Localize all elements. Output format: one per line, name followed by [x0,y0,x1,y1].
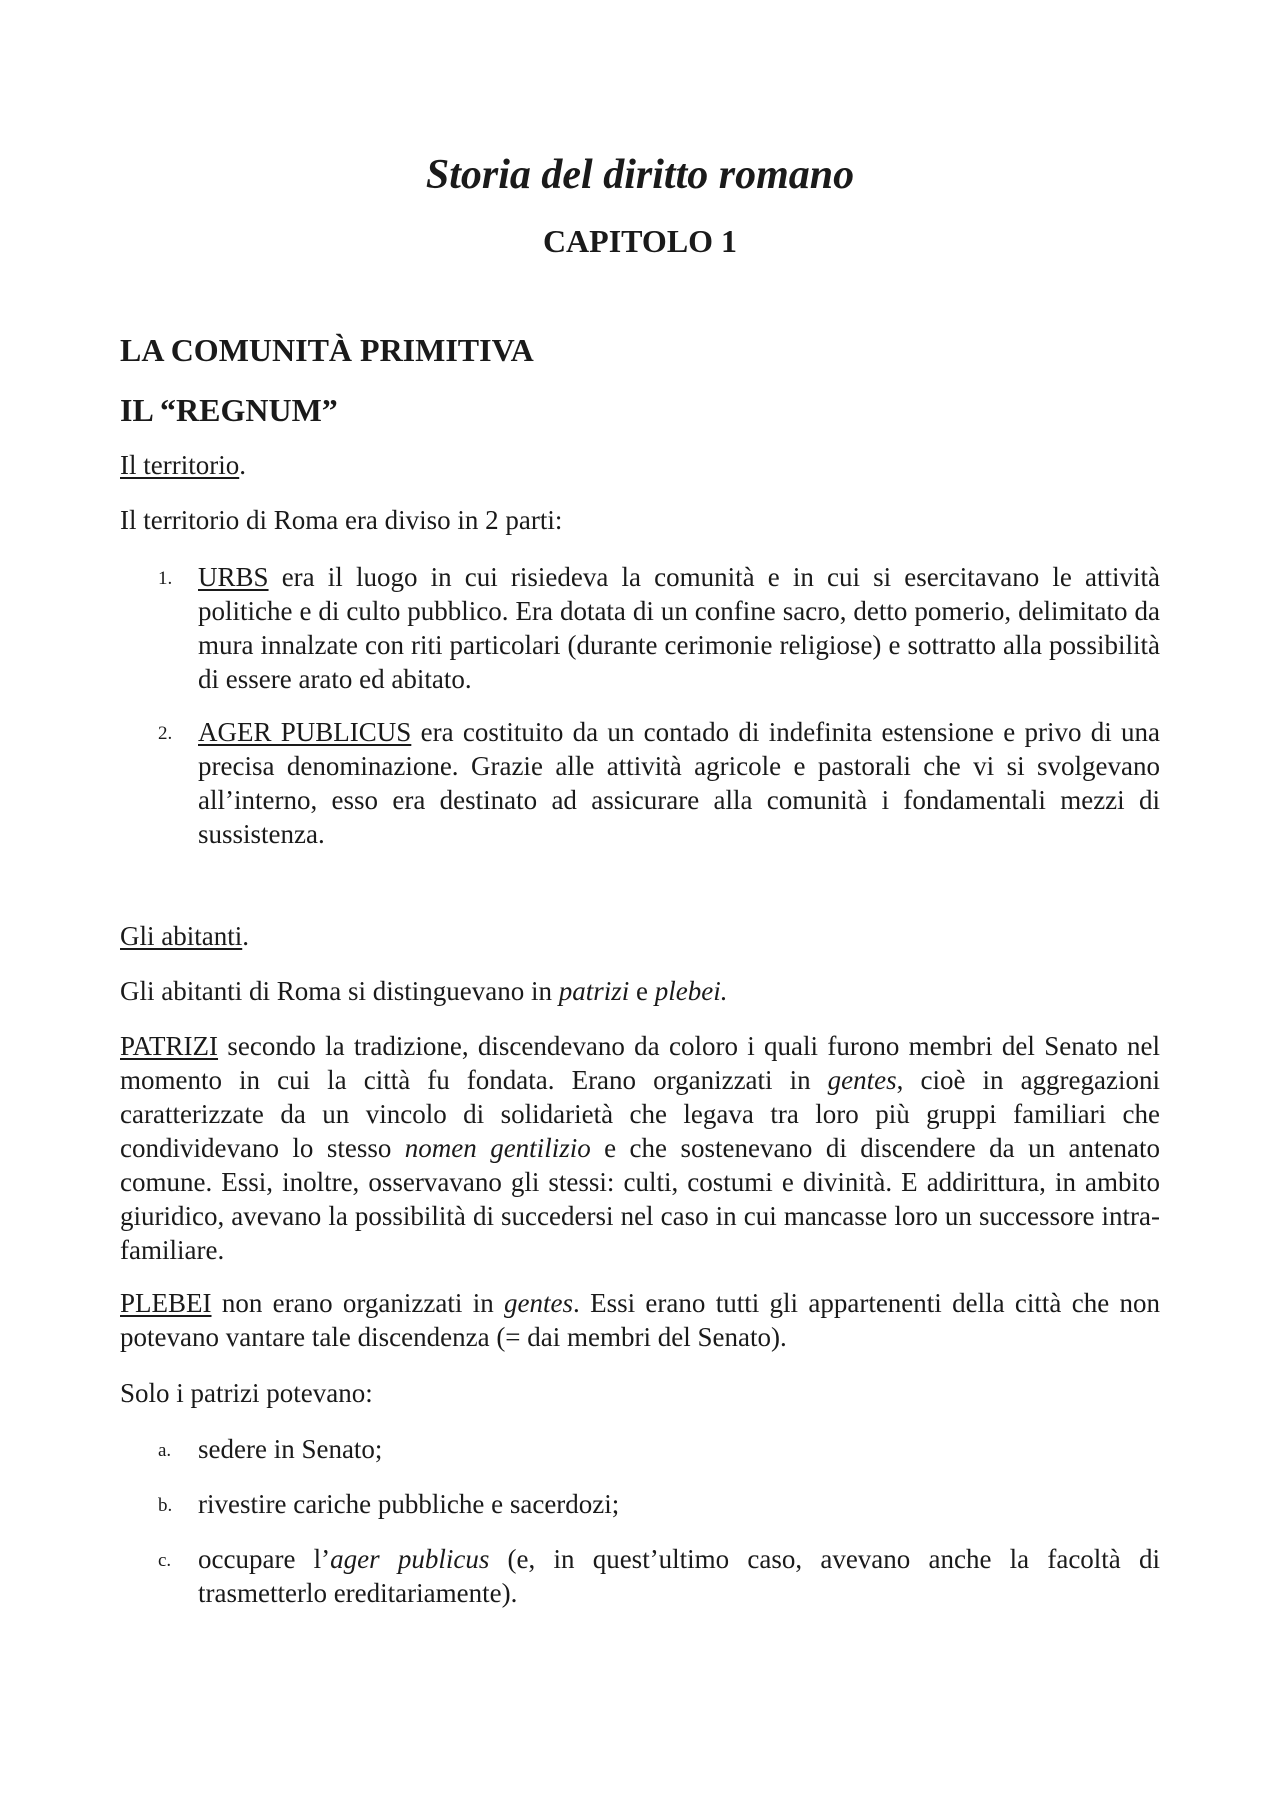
list-item-body [198,715,1160,851]
patrizi-paragraph [120,1029,1160,1267]
list-marker: 1. [158,568,173,589]
ager-publicus-description: era costituito da un contado di indefinita estensione e privo di una precisa denominazione. Grazie alle attività agricole e pastorali che vi si svolgevano all’interno, esso era destinato ad assicurare alla comunità i fondamentali mezzi di sussistenza. [198,717,1160,849]
plebei-text-a: non erano organizzati in [211,1288,505,1318]
term-ager-publicus: AGER PUBLICUS [198,717,412,747]
list-item-body: rivestire cariche pubbliche e sacerdozi; [198,1489,620,1519]
patrizi-gentes: gentes [827,1065,897,1095]
list-item-body: sedere in Senato; [198,1434,383,1464]
list-marker: b. [158,1495,173,1516]
item-c-text-a: occupare l’ [198,1544,331,1574]
list-item-body [198,1542,1160,1610]
chapter-heading: CAPITOLO 1 [542,223,738,259]
section-heading-comunita: LA COMUNITÀ PRIMITIVA [120,332,534,368]
list-marker: 2. [158,723,173,744]
abitanti-label: Gli abitanti [120,921,243,951]
term-urbs: URBS [198,562,269,592]
patrizi-text-c: , cioè in aggregazioni caratterizzate da un vincolo di solidarietà che legava tra loro più gruppi familiari che condividevano lo stesso [120,1065,1160,1163]
abitanti-label-suffix: . [242,921,249,951]
item-c-ager-publicus: ager publicus [330,1544,490,1574]
plebei-paragraph [120,1286,1160,1354]
item-c-text-c: (e, in quest’ultimo caso, avevano anche la facoltà di trasmetterlo ereditariamente). [198,1544,1161,1608]
list-item-body [198,560,1160,696]
patrizi-nomen-gentilizio: nomen gentilizio [404,1133,591,1163]
plebei-gentes: gentes [504,1288,574,1318]
patrizi-text-a: secondo la tradizione, discendevano da coloro i quali furono membri del Senato nel momento in cui la città fu fondata. Erano organizzati in [120,1031,1160,1095]
patrizi-text-e: e che sostenevano di discendere da un antenato comune. Essi, inoltre, osservavano gli stessi: culti, costumi e divinità. E addirittura, in ambito giuridico, avevano la possibilità di succedersi nel caso in cui mancasse loro un successore intra-familiare. [120,1133,1160,1265]
subsection-label-territorio [120,448,1160,482]
abitanti-intro-patrizi: patrizi [558,976,630,1006]
territorio-label: Il territorio [120,450,240,480]
term-patrizi: PATRIZI [120,1031,219,1061]
solo-patrizi-intro: Solo i patrizi potevano: [120,1378,373,1408]
list-marker: c. [158,1550,172,1571]
list-marker: a. [158,1440,172,1461]
plebei-text-c: . Essi erano tutti gli appartenenti della città che non potevano vantare tale discendenza (= dai membri del Senato). [120,1288,1160,1352]
territorio-intro: Il territorio di Roma era diviso in 2 parti: [120,505,563,535]
abitanti-intro [120,974,1160,1008]
abitanti-intro-plebei: plebei. [654,976,728,1006]
abitanti-intro-and: e [629,976,655,1006]
section-heading-regnum: IL “REGNUM” [120,392,338,428]
document-title: Storia del diritto romano [425,152,855,198]
term-plebei: PLEBEI [120,1288,212,1318]
territorio-label-suffix: . [239,450,246,480]
abitanti-intro-text: Gli abitanti di Roma si distinguevano in [120,976,559,1006]
urbs-description: era il luogo in cui risiedeva la comunità e in cui si esercitavano le attività politiche e di culto pubblico. Era dotata di un confine sacro, detto pomerio, delimitato da mura innalzate con riti particolari (durante cerimonie religiose) e sottratto alla possibilità di essere arato ed abitato. [198,562,1160,694]
subsection-label-abitanti [120,919,1160,953]
